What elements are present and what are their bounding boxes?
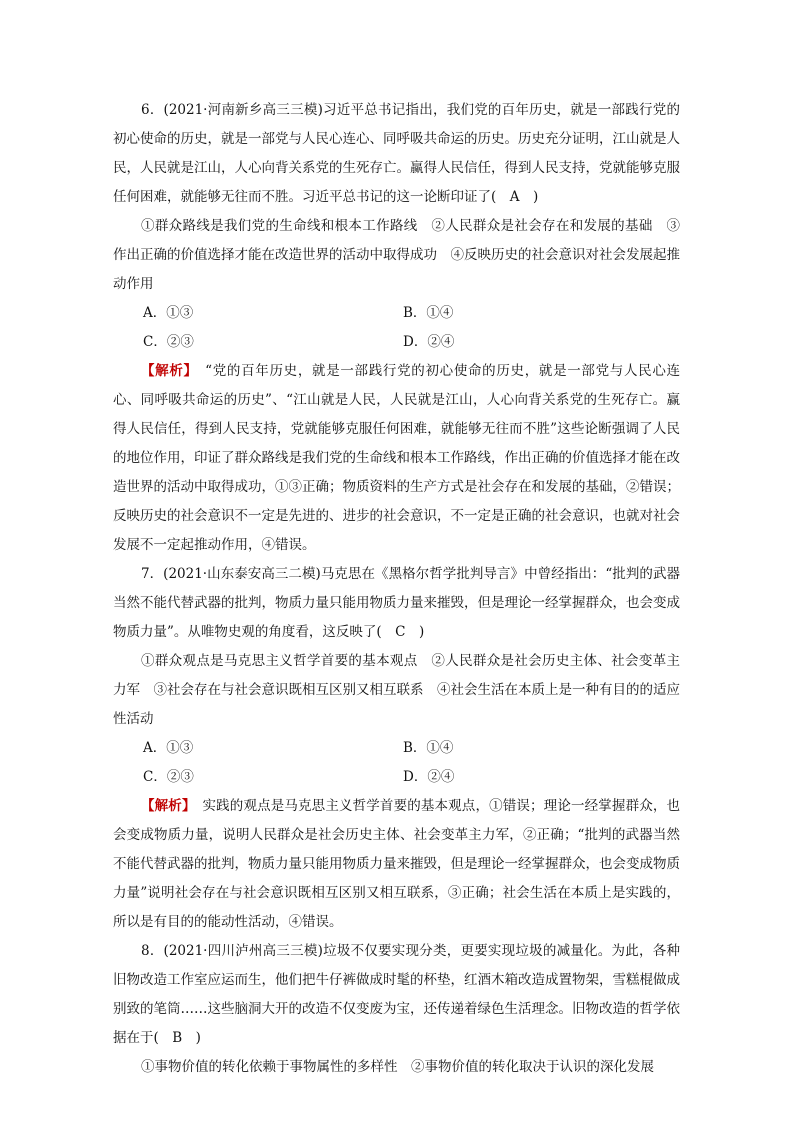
question-6-option-b: B．①④ <box>403 305 454 321</box>
question-6-option-a: A．①③ <box>143 305 194 321</box>
question-7-options-row-1 <box>113 734 680 763</box>
question-7-option-d: D．②④ <box>403 769 455 785</box>
analysis-label: 【解析】 <box>141 798 189 814</box>
question-6-option-c: C．②③ <box>143 334 194 350</box>
question-6-option-d: D．②④ <box>403 334 455 350</box>
question-7-option-a: A．①③ <box>143 740 194 756</box>
question-7-options-row-2 <box>113 763 680 792</box>
question-6-options-row-2 <box>113 328 680 357</box>
analysis-label: 【解析】 <box>141 363 191 379</box>
question-6-statements: ①群众路线是我们党的生命线和根本工作路线 ②人民群众是社会存在和发展的基础 ③作出正确的价值选择才能在改造世界的活动中取得成功 ④反映历史的社会意识对社会发展起推动作用 <box>113 218 680 292</box>
document-page <box>113 96 680 1082</box>
question-7-statements: ①群众观点是马克思主义哲学首要的基本观点 ②人民群众是社会历史主体、社会变革主力军 ③社会存在与社会意识既相互区别又相互联系 ④社会生活在本质上是一种有目的的适应性活动 <box>113 653 680 727</box>
question-7-analysis-text: 实践的观点是马克思主义哲学首要的基本观点，①错误；理论一经掌握群众，也会变成物质力量，说明人民群众是社会历史主体、社会变革主力军，②正确；“批判的武器当然不能代替武器的批判，物质力量只能用物质力量来摧毁，但是理论一经掌握群众，也会变成物质力量”说明社会存在与社会意识既相互区别又相互联系，③正确；社会生活在本质上是实践的，所以是有目的的能动性活动，④错误。 <box>113 798 681 930</box>
question-7-analysis <box>113 792 680 937</box>
question-7-stem: 7．(2021·山东泰安高三二模)马克思在《黑格尔哲学批判导言》中曾经指出：“批判的武器当然不能代替武器的批判，物质力量只能用物质力量来摧毁，但是理论一经掌握群众，也会变成物质力量”。从唯物史观的角度看，这反映了( C ) <box>113 566 680 640</box>
question-6-analysis <box>113 357 680 560</box>
question-8-statements: ①事物价值的转化依赖于事物属性的多样性 ②事物价值的转化取决于认识的深化发展 <box>141 1059 654 1075</box>
question-6-stem: 6．(2021·河南新乡高三三模)习近平总书记指出，我们党的百年历史，就是一部践行党的初心使命的历史，就是一部党与人民心连心、同呼吸共命运的历史。历史充分证明，江山就是人民，人民就是江山，人心向背关系党的生死存亡。赢得人民信任，得到人民支持，党就能够克服任何困难，就能够无往而不胜。习近平总书记的这一论断印证了( A ) <box>113 102 680 205</box>
question-7-option-b: B．①④ <box>403 740 454 756</box>
question-6-options-row-1 <box>113 299 680 328</box>
question-8-stem: 8．(2021·四川泸州高三三模)垃圾不仅要实现分类，更要实现垃圾的减量化。为此，各种旧物改造工作室应运而生，他们把牛仔裤做成时髦的杯垫，红酒木箱改造成置物架，雪糕棍做成别致的笔筒……这些脑洞大开的改造不仅变废为宝，还传递着绿色生活理念。旧物改造的哲学依据在于( B ) <box>113 943 680 1046</box>
question-7-option-c: C．②③ <box>143 769 194 785</box>
question-6-analysis-text: “党的百年历史，就是一部践行党的初心使命的历史，就是一部党与人民心连心、同呼吸共命运的历史”、“江山就是人民，人民就是江山，人心向背关系党的生死存亡。赢得人民信任，得到人民支持，党就能够克服任何困难，就能够无往而不胜”这些论断强调了人民的地位作用，印证了群众路线是我们党的生命线和根本工作路线，作出正确的价值选择才能在改造世界的活动中取得成功，①③正确；物质资料的生产方式是社会存在和发展的基础，②错误；反映历史的社会意识不一定是先进的、进步的社会意识，不一定是正确的社会意识，也就对社会发展不一定起推动作用，④错误。 <box>113 363 681 553</box>
